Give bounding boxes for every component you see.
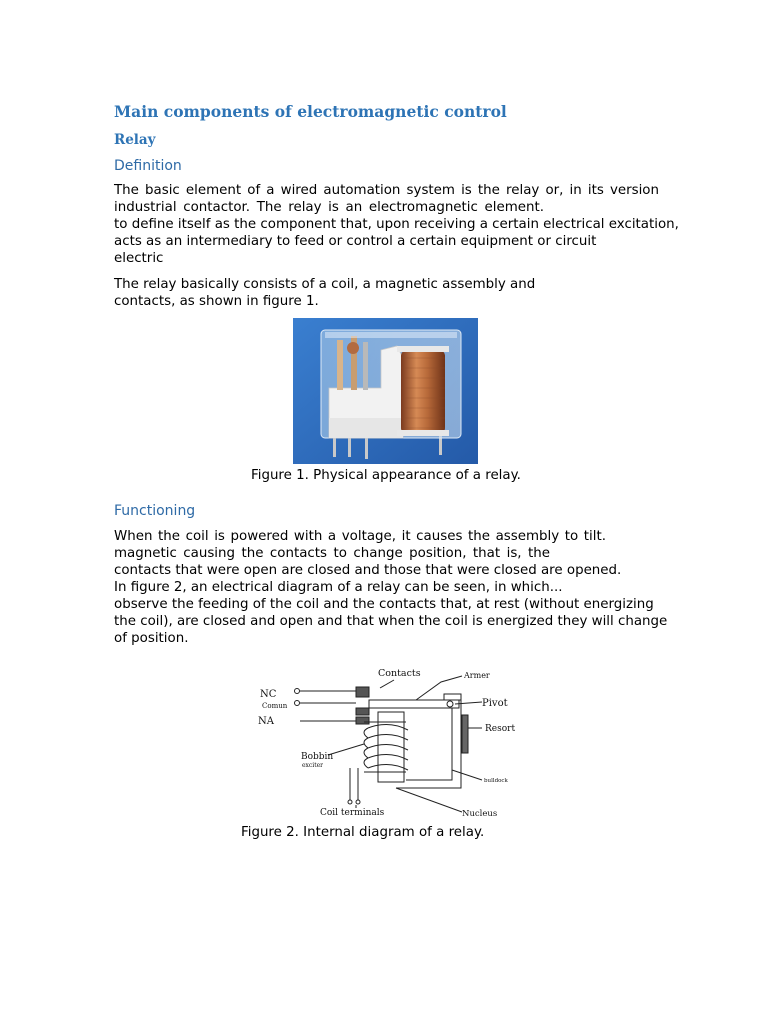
label-exciter: exciter xyxy=(302,762,324,769)
text-line: The basic element of a wired automation system is the relay or, in its version xyxy=(114,183,659,198)
text-line: electric xyxy=(114,251,164,266)
label-nucleus: Nucleus xyxy=(462,809,498,819)
relay-internal-diagram xyxy=(256,660,520,820)
label-armer: Armer xyxy=(464,671,490,680)
text-line: the coil), are closed and open and that when the coil is energized they will change xyxy=(114,614,668,629)
figure1-caption: Figure 1. Physical appearance of a relay. xyxy=(251,468,521,483)
components-paragraph xyxy=(114,276,659,310)
text-line: of position. xyxy=(114,631,189,646)
definition-paragraph xyxy=(114,182,679,267)
page-title: Main components of electromagnetic control xyxy=(114,102,507,121)
label-resort: Resort xyxy=(485,724,516,734)
label-na: NA xyxy=(258,716,274,727)
text-line: to define itself as the component that, upon receiving a certain electrical excitation, xyxy=(114,217,679,232)
label-contacts: Contacts xyxy=(378,668,421,679)
label-bobbin: Bobbin xyxy=(301,752,334,762)
text-line: industrial contactor. The relay is an electromagnetic element. xyxy=(114,200,544,215)
text-line: observe the feeding of the coil and the contacts that, at rest (without energizing xyxy=(114,597,654,612)
label-coil-terminals: Coil terminals xyxy=(320,808,385,818)
text-line: magnetic causing the contacts to change position, that is, the xyxy=(114,546,550,561)
text-line: When the coil is powered with a voltage, it causes the assembly to tilt. xyxy=(114,529,606,544)
text-line: In figure 2, an electrical diagram of a relay can be seen, in which... xyxy=(114,580,563,595)
text-line: contacts, as shown in figure 1. xyxy=(114,294,319,309)
heading-functioning: Functioning xyxy=(114,503,196,519)
label-yoke: bulldock xyxy=(484,778,508,784)
heading-definition: Definition xyxy=(114,158,182,174)
label-nc: NC xyxy=(260,689,277,700)
label-pivot: Pivot xyxy=(482,698,508,709)
label-comun: Comun xyxy=(262,702,288,710)
text-line: contacts that were open are closed and those that were closed are opened. xyxy=(114,563,622,578)
text-line: The relay basically consists of a coil, a magnetic assembly and xyxy=(114,277,536,292)
section-subtitle-relay: Relay xyxy=(114,132,156,148)
relay-photo xyxy=(293,318,478,464)
figure2-caption: Figure 2. Internal diagram of a relay. xyxy=(241,825,485,840)
text-line: acts as an intermediary to feed or control a certain equipment or circuit xyxy=(114,234,597,249)
functioning-paragraph xyxy=(114,528,668,647)
